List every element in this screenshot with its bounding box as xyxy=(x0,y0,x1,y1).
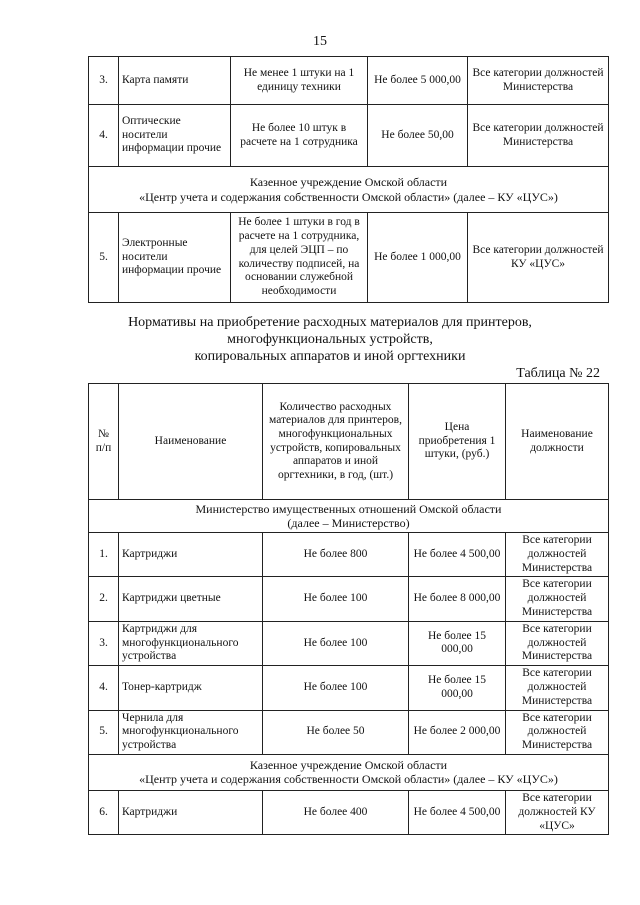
heading-line-2: многофункциональных устройств, xyxy=(227,332,433,347)
cell-category: Все категории должностей Министерства xyxy=(506,666,609,710)
cell-name: Тонер-картридж xyxy=(119,666,263,710)
table-row xyxy=(89,621,609,665)
table-row xyxy=(89,57,609,105)
cell-num: 3. xyxy=(89,621,119,665)
cell-price: Не более 15 000,00 xyxy=(409,621,506,665)
cell-num: 3. xyxy=(89,57,119,105)
cell-price: Не более 15 000,00 xyxy=(409,666,506,710)
section-ministry-line2: (далее – Министерство) xyxy=(287,516,410,530)
section-cus-line1: Казенное учреждение Омской области xyxy=(249,175,448,190)
table-row xyxy=(89,105,609,167)
cell-category: Все категории должностей Министерства xyxy=(506,621,609,665)
section-cus-22-line2: «Центр учета и содержания собственности Омской области» (далее – КУ «ЦУС») xyxy=(139,772,558,787)
table-row xyxy=(89,533,609,577)
cell-price: Не более 5 000,00 xyxy=(368,57,468,105)
cell-category: Все категории должностей КУ «ЦУС» xyxy=(468,213,609,303)
cell-price: Не более 4 500,00 xyxy=(409,533,506,577)
cell-num: 4. xyxy=(89,666,119,710)
table-previous-continued xyxy=(88,56,609,303)
cell-name: Карта памяти xyxy=(119,57,231,105)
table-row xyxy=(89,666,609,710)
table-caption: Таблица № 22 xyxy=(516,366,600,381)
cell-name: Картриджи xyxy=(119,790,263,834)
cell-price: Не более 2 000,00 xyxy=(409,710,506,754)
header-category: Наименование должности xyxy=(506,384,609,500)
cell-qty: Не более 50 xyxy=(263,710,409,754)
table-22-body-ministry xyxy=(89,533,609,755)
cell-name: Оптические носители информации прочие xyxy=(119,105,231,167)
heading-line-1: Нормативы на приобретение расходных материалов для принтеров, xyxy=(128,315,532,330)
cell-num: 2. xyxy=(89,577,119,621)
cell-num: 6. xyxy=(89,790,119,834)
table-22-body-cus xyxy=(89,790,609,834)
cell-name: Картриджи xyxy=(119,533,263,577)
table-row xyxy=(89,790,609,834)
cell-category: Все категории должностей Министерства xyxy=(506,710,609,754)
cell-qty: Не более 400 xyxy=(263,790,409,834)
cell-price: Не более 4 500,00 xyxy=(409,790,506,834)
cell-qty: Не более 1 штуки в год в расчете на 1 сотрудника, для целей ЭЦП – по количеству подписей, на основании служебной необходимости xyxy=(231,213,368,303)
cell-name: Картриджи цветные xyxy=(119,577,263,621)
section-cus-22-line1: Казенное учреждение Омской области xyxy=(249,758,448,773)
table-row xyxy=(89,213,609,303)
cell-qty: Не более 100 xyxy=(263,621,409,665)
section-cus-line2: «Центр учета и содержания собственности Омской области» (далее – КУ «ЦУС») xyxy=(139,189,558,204)
cell-num: 4. xyxy=(89,105,119,167)
page-number: 15 xyxy=(313,34,327,49)
section-ministry-title xyxy=(89,500,609,533)
cell-qty: Не более 10 штук в расчете на 1 сотрудника xyxy=(231,105,368,167)
cell-num: 5. xyxy=(89,710,119,754)
cell-qty: Не более 800 xyxy=(263,533,409,577)
section-cus-title xyxy=(89,167,609,213)
table-previous-body-ministry xyxy=(89,57,609,167)
header-price: Цена приобретения 1 штуки, (руб.) xyxy=(409,384,506,500)
cell-category: Все категории должностей Министерства xyxy=(468,105,609,167)
header-qty: Количество расходных материалов для принтеров, многофункциональных устройств, копировальных аппаратов и иной оргтехники, в год, (шт.) xyxy=(263,384,409,500)
section-ministry-line1: Министерство имущественных отношений Омской области xyxy=(195,501,502,516)
cell-category: Все категории должностей Министерства xyxy=(506,533,609,577)
table-22 xyxy=(88,383,609,835)
cell-qty: Не менее 1 штуки на 1 единицу техники xyxy=(231,57,368,105)
cell-num: 5. xyxy=(89,213,119,303)
cell-name: Чернила для многофункционального устройства xyxy=(119,710,263,754)
cell-price: Не более 1 000,00 xyxy=(368,213,468,303)
table-22-section-cus xyxy=(89,754,609,790)
cell-name: Картриджи для многофункционального устройства xyxy=(119,621,263,665)
header-num: № п/п xyxy=(89,384,119,500)
table-row xyxy=(89,710,609,754)
cell-category: Все категории должностей Министерства xyxy=(468,57,609,105)
cell-price: Не более 8 000,00 xyxy=(409,577,506,621)
section-heading xyxy=(80,314,580,365)
cell-category: Все категории должностей КУ «ЦУС» xyxy=(506,790,609,834)
cell-category: Все категории должностей Министерства xyxy=(506,577,609,621)
heading-line-3: копировальных аппаратов и иной оргтехники xyxy=(194,349,466,364)
cell-qty: Не более 100 xyxy=(263,666,409,710)
table-previous-body-cus xyxy=(89,213,609,303)
table-previous-section-cus xyxy=(89,167,609,213)
cell-qty: Не более 100 xyxy=(263,577,409,621)
cell-name: Электронные носители информации прочие xyxy=(119,213,231,303)
header-name: Наименование xyxy=(119,384,263,500)
cell-num: 1. xyxy=(89,533,119,577)
cell-price: Не более 50,00 xyxy=(368,105,468,167)
table-row xyxy=(89,577,609,621)
section-cus-title-22 xyxy=(89,754,609,790)
